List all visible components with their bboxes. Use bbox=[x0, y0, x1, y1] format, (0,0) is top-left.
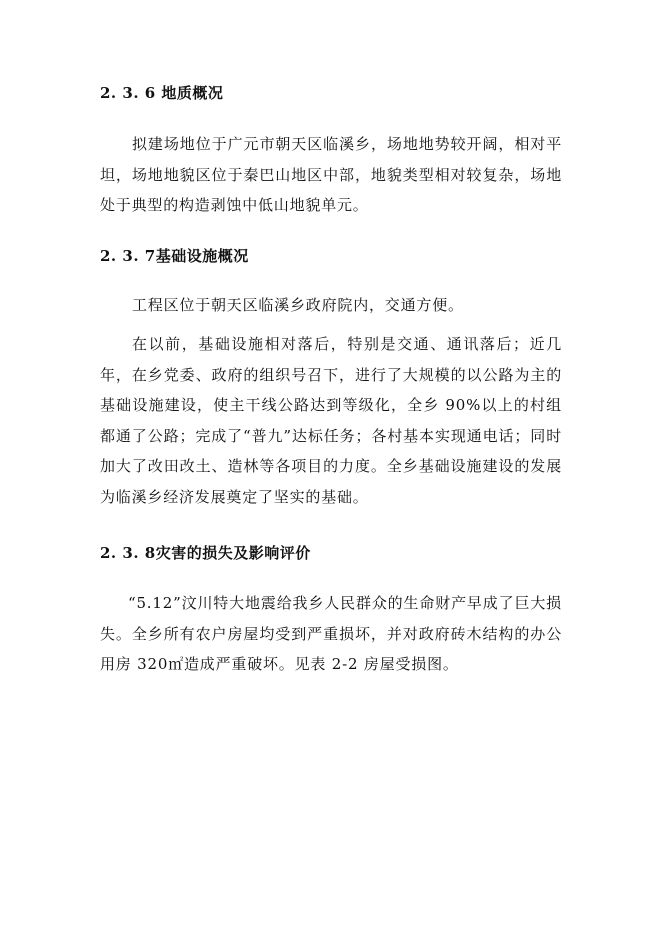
section-heading-geology: 2. 3. 6 地质概况 bbox=[100, 84, 224, 102]
section-heading-infrastructure: 2. 3. 7基础设施概况 bbox=[100, 247, 249, 265]
paragraph-geology: 拟建场地位于广元市朝天区临溪乡，场地地势较开阔，相对平坦，场地地貌区位于秦巴山地区中部，地貌类型相对较复杂，场地处于典型的构造剥蚀中低山地貌单元。 bbox=[100, 135, 562, 214]
paragraph-disaster-loss: “5.12”汶川特大地震给我乡人民群众的生命财产早成了巨大损失。全乡所有农户房屋均受到严重损坏，并对政府砖木结构的办公用房 320㎡造成严重破坏。见表 2-2 房屋受损图。 bbox=[100, 594, 562, 673]
paragraph-infrastructure-development: 在以前，基础设施相对落后，特别是交通、通讯落后；近几年，在乡党委、政府的组织号召下，进行了大规模的以公路为主的基础设施建设，使主干线公路达到等级化，全乡 90%以上的村组都通了公路；完成了“普九”达标任务；各村基本实现通电话；同时加大了改田改土、造林等各项目的力度。全乡基础设施建设的发展为临溪乡经济发展奠定了坚实的基础。 bbox=[100, 335, 562, 506]
paragraph-infrastructure-location: 工程区位于朝天区临溪乡政府院内，交通方便。 bbox=[132, 296, 464, 314]
section-heading-disaster: 2. 3. 8灾害的损失及影响评价 bbox=[100, 544, 311, 562]
